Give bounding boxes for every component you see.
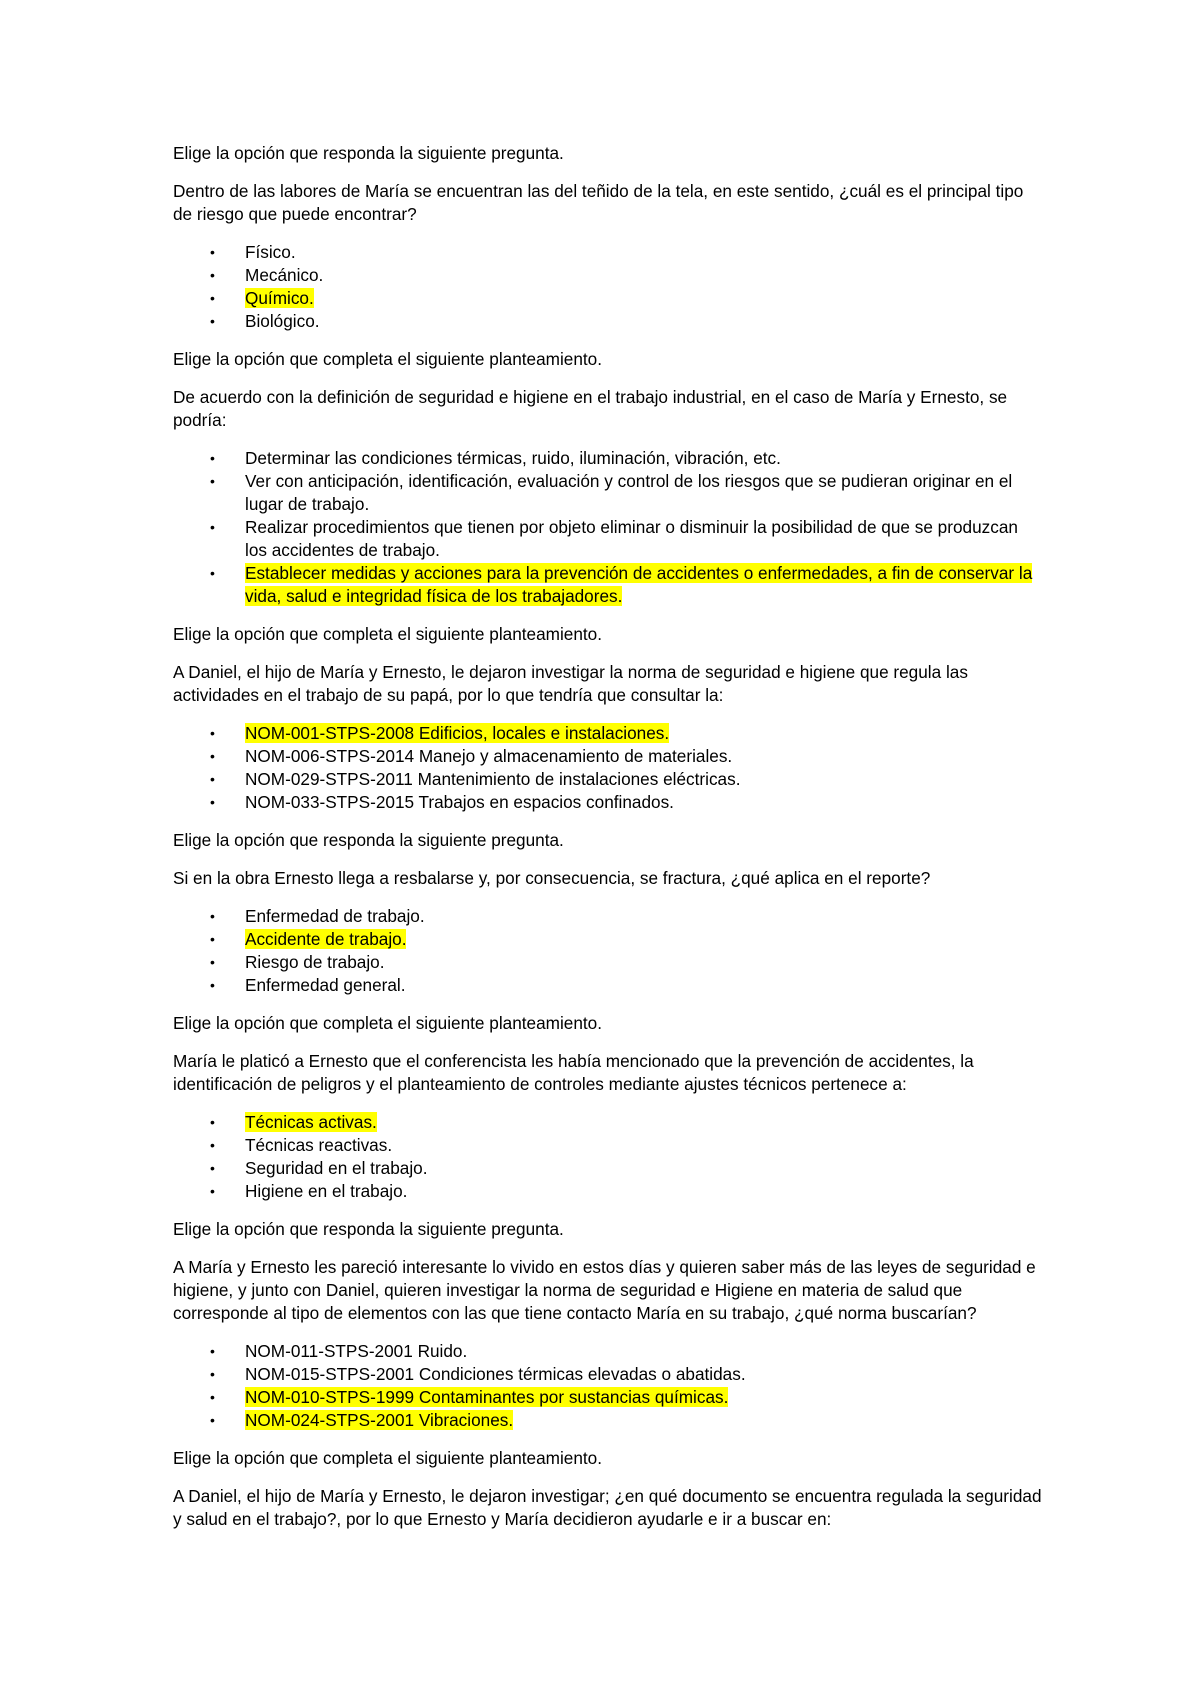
bullet-icon: • — [210, 244, 215, 260]
answer-option — [173, 310, 1043, 333]
answer-options-list — [173, 1111, 1043, 1203]
answer-option — [173, 470, 1043, 516]
question-section — [173, 1447, 1043, 1531]
question-text: Si en la obra Ernesto llega a resbalarse y, por consecuencia, se fractura, ¿qué aplica en el reporte? — [173, 868, 931, 888]
answer-text: Determinar las condiciones térmicas, ruido, iluminación, vibración, etc. — [245, 448, 781, 468]
bullet-icon: • — [210, 1366, 215, 1382]
answer-option — [173, 516, 1043, 562]
instruction-text: Elige la opción que responda la siguiente pregunta. — [173, 830, 564, 850]
bullet-icon: • — [210, 1412, 215, 1428]
highlighted-answer-text: NOM-010-STPS-1999 Contaminantes por sustancias químicas. — [245, 1387, 729, 1407]
answer-option — [173, 447, 1043, 470]
answer-text: Seguridad en el trabajo. — [245, 1158, 428, 1178]
bullet-icon: • — [210, 1183, 215, 1199]
answer-options-list — [173, 722, 1043, 814]
bullet-icon: • — [210, 313, 215, 329]
document-body — [173, 142, 1043, 1546]
answer-option — [173, 928, 1043, 951]
answer-text: Ver con anticipación, identificación, evaluación y control de los riesgos que se pudieran originar en el lugar de trabajo. — [245, 471, 1013, 514]
highlighted-answer-text: Químico. — [245, 288, 314, 308]
bullet-icon: • — [210, 1137, 215, 1153]
bullet-icon: • — [210, 954, 215, 970]
question-text: María le platicó a Ernesto que el conferencista les había mencionado que la prevención de accidentes, la identificación de peligros y el planteamiento de controles mediante ajustes técnicos pertenece a: — [173, 1051, 974, 1094]
highlighted-answer-text: Técnicas activas. — [245, 1112, 377, 1132]
bullet-icon: • — [210, 450, 215, 466]
answer-text: Enfermedad general. — [245, 975, 406, 995]
bullet-icon: • — [210, 771, 215, 787]
bullet-icon: • — [210, 931, 215, 947]
bullet-icon: • — [210, 725, 215, 741]
answer-text: Técnicas reactivas. — [245, 1135, 393, 1155]
answer-text: NOM-033-STPS-2015 Trabajos en espacios confinados. — [245, 792, 674, 812]
highlighted-answer-text: NOM-024-STPS-2001 Vibraciones. — [245, 1410, 514, 1430]
answer-option — [173, 1363, 1043, 1386]
answer-option — [173, 905, 1043, 928]
answer-option — [173, 768, 1043, 791]
question-section — [173, 142, 1043, 333]
answer-option — [173, 264, 1043, 287]
answer-text: NOM-011-STPS-2001 Ruido. — [245, 1341, 468, 1361]
answer-text: NOM-029-STPS-2011 Mantenimiento de instalaciones eléctricas. — [245, 769, 741, 789]
answer-options-list — [173, 1340, 1043, 1432]
question-text: A Daniel, el hijo de María y Ernesto, le dejaron investigar; ¿en qué documento se encuentra regulada la seguridad y salud en el trabajo?, por lo que Ernesto y María decidieron ayudarle e ir a buscar en: — [173, 1486, 1042, 1529]
instruction-text: Elige la opción que completa el siguiente planteamiento. — [173, 1448, 603, 1468]
highlighted-answer-text: NOM-001-STPS-2008 Edificios, locales e instalaciones. — [245, 723, 670, 743]
bullet-icon: • — [210, 290, 215, 306]
answer-option — [173, 722, 1043, 745]
answer-option — [173, 1386, 1043, 1409]
question-text: A María y Ernesto les pareció interesante lo vivido en estos días y quieren saber más de las leyes de seguridad e higiene, y junto con Daniel, quieren investigar la norma de seguridad e Higiene en materia de salud que corresponde al tipo de elementos con las que tiene contacto María en su trabajo, ¿qué norma buscarían? — [173, 1257, 1036, 1323]
answer-text: Riesgo de trabajo. — [245, 952, 385, 972]
answer-option — [173, 287, 1043, 310]
bullet-icon: • — [210, 565, 215, 581]
instruction-text: Elige la opción que completa el siguiente planteamiento. — [173, 349, 603, 369]
question-text: A Daniel, el hijo de María y Ernesto, le dejaron investigar la norma de seguridad e higiene que regula las actividades en el trabajo de su papá, por lo que tendría que consultar la: — [173, 662, 968, 705]
bullet-icon: • — [210, 1389, 215, 1405]
bullet-icon: • — [210, 908, 215, 924]
answer-options-list — [173, 447, 1043, 608]
answer-option — [173, 1180, 1043, 1203]
bullet-icon: • — [210, 1343, 215, 1359]
question-section — [173, 1012, 1043, 1203]
answer-option — [173, 1409, 1043, 1432]
answer-option — [173, 951, 1043, 974]
answer-text: Enfermedad de trabajo. — [245, 906, 425, 926]
answer-option — [173, 1340, 1043, 1363]
answer-text: Biológico. — [245, 311, 320, 331]
bullet-icon: • — [210, 519, 215, 535]
bullet-icon: • — [210, 1160, 215, 1176]
highlighted-answer-text: Establecer medidas y acciones para la prevención de accidentes o enfermedades, a fin de conservar la vida, salud e integridad física de los trabajadores. — [245, 563, 1033, 606]
answer-option — [173, 745, 1043, 768]
bullet-icon: • — [210, 794, 215, 810]
question-text: De acuerdo con la definición de seguridad e higiene en el trabajo industrial, en el caso de María y Ernesto, se podría: — [173, 387, 1008, 430]
question-section — [173, 623, 1043, 814]
question-section — [173, 829, 1043, 997]
answer-option — [173, 1111, 1043, 1134]
answer-option — [173, 241, 1043, 264]
bullet-icon: • — [210, 473, 215, 489]
question-text: Dentro de las labores de María se encuentran las del teñido de la tela, en este sentido, ¿cuál es el principal tipo de riesgo que puede encontrar? — [173, 181, 1024, 224]
answer-option — [173, 791, 1043, 814]
answer-text: Mecánico. — [245, 265, 324, 285]
bullet-icon: • — [210, 748, 215, 764]
answer-option — [173, 562, 1043, 608]
answer-text: NOM-006-STPS-2014 Manejo y almacenamiento de materiales. — [245, 746, 733, 766]
highlighted-answer-text: Accidente de trabajo. — [245, 929, 407, 949]
bullet-icon: • — [210, 977, 215, 993]
bullet-icon: • — [210, 267, 215, 283]
answer-option — [173, 974, 1043, 997]
question-section — [173, 1218, 1043, 1432]
answer-option — [173, 1134, 1043, 1157]
instruction-text: Elige la opción que completa el siguiente planteamiento. — [173, 1013, 603, 1033]
answer-options-list — [173, 905, 1043, 997]
answer-text: Realizar procedimientos que tienen por objeto eliminar o disminuir la posibilidad de que se produzcan los accidentes de trabajo. — [245, 517, 1018, 560]
question-section — [173, 348, 1043, 608]
instruction-text: Elige la opción que responda la siguiente pregunta. — [173, 143, 564, 163]
answer-option — [173, 1157, 1043, 1180]
answer-text: NOM-015-STPS-2001 Condiciones térmicas elevadas o abatidas. — [245, 1364, 746, 1384]
bullet-icon: • — [210, 1114, 215, 1130]
instruction-text: Elige la opción que responda la siguiente pregunta. — [173, 1219, 564, 1239]
answer-options-list — [173, 241, 1043, 333]
answer-text: Higiene en el trabajo. — [245, 1181, 408, 1201]
instruction-text: Elige la opción que completa el siguiente planteamiento. — [173, 624, 603, 644]
answer-text: Físico. — [245, 242, 296, 262]
